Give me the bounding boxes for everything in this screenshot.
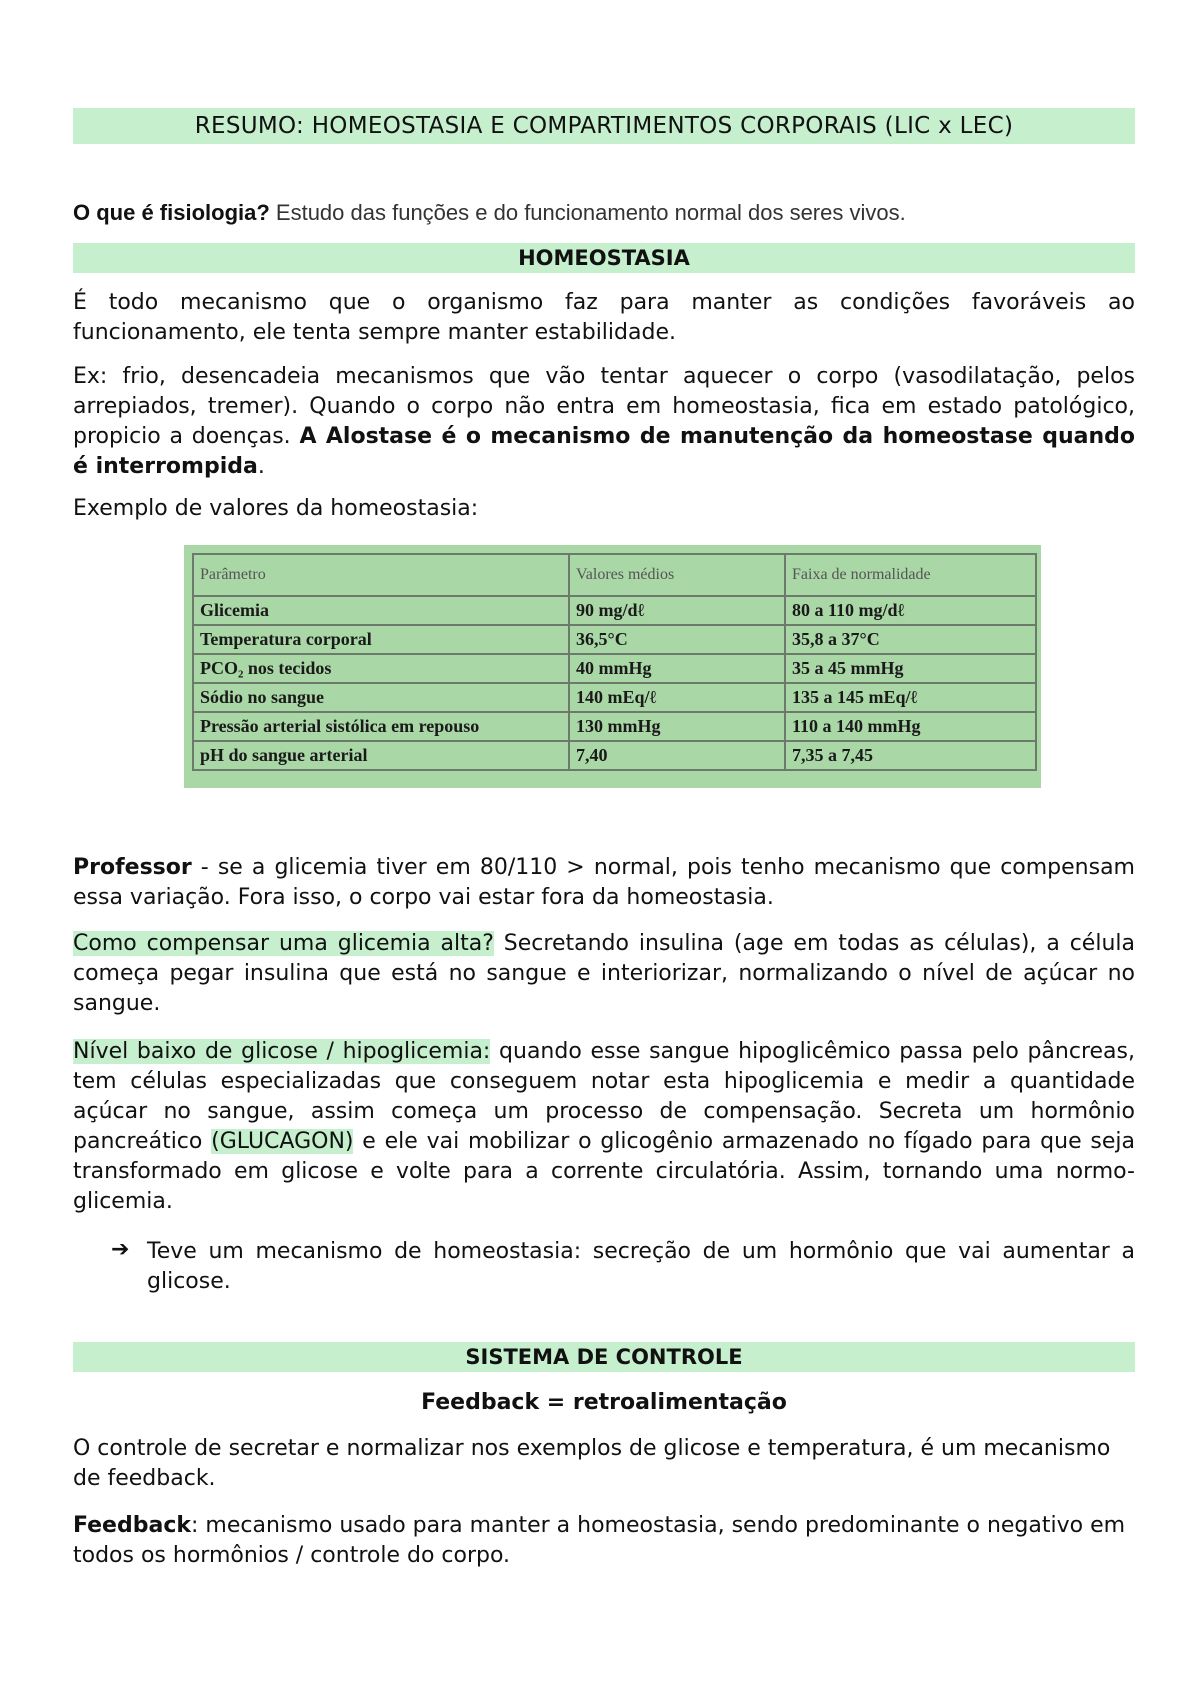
table-row <box>193 596 1036 625</box>
table-cell: 135 a 145 mEq/ℓ <box>785 683 1036 712</box>
arrow-bullet-icon: ➔ <box>111 1237 130 1262</box>
homeostasia-p1: É todo mecanismo que o organismo faz para manter as condições favoráveis ao funcionamento, ele tenta sempre manter estabilidade. <box>73 290 1135 345</box>
table-cell: Glicemia <box>193 596 569 625</box>
feedback-paragraph <box>73 1511 1135 1571</box>
table-row <box>193 625 1036 654</box>
table-cell: 36,5°C <box>569 625 785 654</box>
intro-question: O que é fisiologia? <box>73 200 270 225</box>
homeostasia-p2-text: Ex: frio, desencadeia mecanismos que vão tentar aquecer o corpo (vasodilatação, pelos arrepiados, tremer). Quando o corpo não entra em homeostasia, fica em estado patológico, propicio a doenças. <box>73 364 1135 449</box>
table-cell: 7,35 a 7,45 <box>785 741 1036 770</box>
table-cell: Pressão arterial sistólica em repouso <box>193 712 569 741</box>
table-cell: 7,40 <box>569 741 785 770</box>
table-cell: 35,8 a 37°C <box>785 625 1036 654</box>
professor-label: Professor <box>73 855 192 880</box>
hipoglicemia-text-2: e ele vai mobilizar o glicogênio armazenado no fígado para que seja transformado em glicose e volte para a corrente circulatória. Assim, tornando uma normo-glicemia. <box>73 1129 1135 1214</box>
table-cell: Sódio no sangue <box>193 683 569 712</box>
table-cell: 110 a 140 mmHg <box>785 712 1036 741</box>
table-cell: Temperatura corporal <box>193 625 569 654</box>
controle-heading: SISTEMA DE CONTROLE <box>73 1342 1135 1372</box>
table-row <box>193 683 1036 712</box>
hipoglicemia-label: Nível baixo de glicose / hipoglicemia: <box>73 1039 491 1064</box>
professor-paragraph <box>73 853 1135 913</box>
document-title: RESUMO: HOMEOSTASIA E COMPARTIMENTOS CORPORAIS (LIC x LEC) <box>73 108 1135 144</box>
feedback-text: : mecanismo usado para manter a homeostasia, sendo predominante o negativo em todos os hormônios / controle do corpo. <box>73 1513 1126 1568</box>
table-header-row <box>193 554 1036 596</box>
hipoglicemia-paragraph <box>73 1037 1135 1217</box>
controle-p1: O controle de secretar e normalizar nos exemplos de glicose e temperatura, é um mecanismo de feedback. <box>73 1436 1111 1491</box>
table-cell: 35 a 45 mmHg <box>785 654 1036 683</box>
table-header-cell: Valores médios <box>569 554 785 596</box>
professor-text: - se a glicemia tiver em 80/110 > normal, pois tenho mecanismo que compensam essa variação. Fora isso, o corpo vai estar fora da homeostasia. <box>73 855 1135 910</box>
table-cell: PCO₂ nos tecidos <box>193 654 569 683</box>
glucagon-highlight: (GLUCAGON) <box>211 1129 354 1154</box>
controle-subheading: Feedback = retroalimentação <box>421 1390 787 1415</box>
glicemia-alta-paragraph <box>73 929 1135 1019</box>
table-row <box>193 741 1036 770</box>
table-header-cell: Parâmetro <box>193 554 569 596</box>
table-cell: 80 a 110 mg/dℓ <box>785 596 1036 625</box>
alostase-definition: A Alostase é o mecanismo de manutenção da homeostase quando é interrompida <box>73 424 1135 479</box>
homeostasis-values-table-image <box>184 545 1041 788</box>
homeostasia-p2-end: . <box>257 454 265 479</box>
intro-answer: Estudo das funções e do funcionamento normal dos seres vivos. <box>269 200 906 225</box>
table-cell: 140 mEq/ℓ <box>569 683 785 712</box>
table-cell: pH do sangue arterial <box>193 741 569 770</box>
table-row <box>193 654 1036 683</box>
intro-paragraph <box>73 198 1135 228</box>
homeostasia-heading: HOMEOSTASIA <box>73 243 1135 273</box>
bullet-text: Teve um mecanismo de homeostasia: secreção de um hormônio que vai aumentar a glicose. <box>147 1239 1135 1294</box>
feedback-label: Feedback <box>73 1513 191 1538</box>
table-header-cell: Faixa de normalidade <box>785 554 1036 596</box>
homeostasis-values-table <box>192 553 1037 771</box>
table-cell: 90 mg/dℓ <box>569 596 785 625</box>
hipoglicemia-text-1: quando esse sangue hipoglicêmico passa pelo pâncreas, tem células especializadas que conseguem notar esta hipoglicemia e medir a quantidade açúcar no sangue, assim começa um processo de compensação. Secreta um hormônio pancreático <box>73 1039 1135 1154</box>
table-cell: 130 mmHg <box>569 712 785 741</box>
glicemia-alta-text: Secretando insulina (age em todas as células), a célula começa pegar insulina que está no sangue e interiorizar, normalizando o nível de açúcar no sangue. <box>73 931 1135 1016</box>
homeostasia-p2 <box>73 362 1135 482</box>
table-cell: 40 mmHg <box>569 654 785 683</box>
glicemia-alta-question: Como compensar uma glicemia alta? <box>73 931 494 956</box>
homeostasia-p3: Exemplo de valores da homeostasia: <box>73 496 479 521</box>
table-row <box>193 712 1036 741</box>
